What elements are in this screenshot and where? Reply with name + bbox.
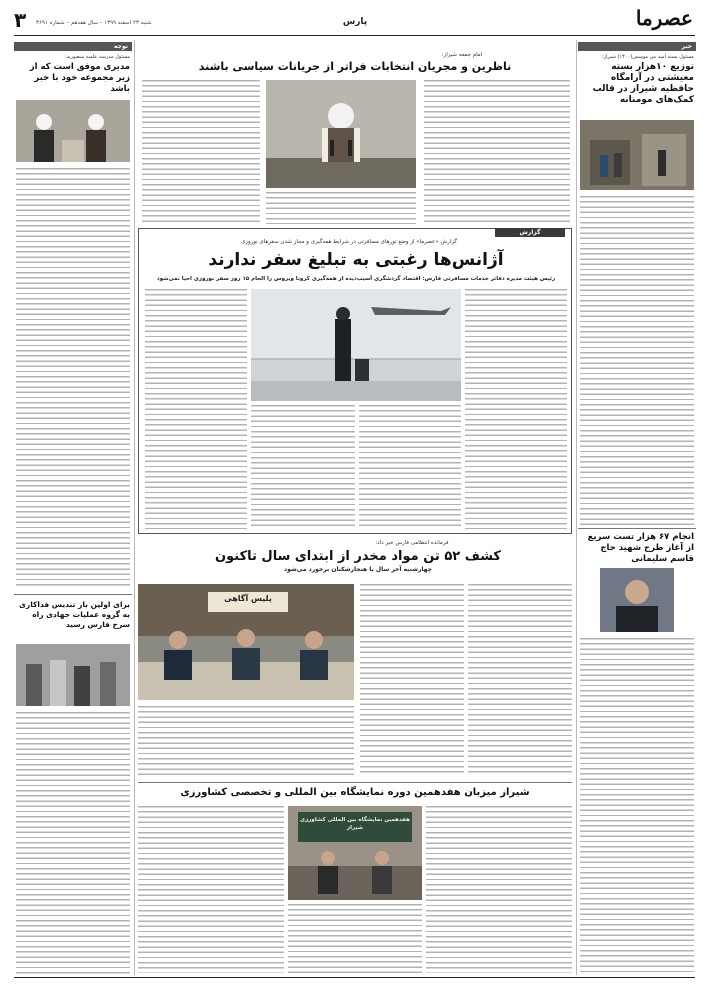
story-body-below-photo xyxy=(288,904,422,973)
section-tag-news: خبر xyxy=(578,42,696,51)
story-body-below-photo xyxy=(138,706,354,776)
section-title: پارس xyxy=(342,17,368,27)
story-kicker: مسئول بسته امید من موسس(۱۴۰۰) شیراز: xyxy=(602,54,694,60)
bottom-rule xyxy=(14,977,695,978)
story-body-text xyxy=(580,196,694,526)
top-story xyxy=(138,46,572,226)
airport-traveler-photo xyxy=(251,289,461,401)
story-headline-award: برای اولین بار تندیس فداکاری به گروه عملیات جهادی راه سرخ فارس رسید xyxy=(19,600,130,629)
masthead xyxy=(0,0,709,40)
story-body-left xyxy=(142,80,260,224)
airport-photo-illustration xyxy=(251,289,461,401)
story-body-text xyxy=(16,168,130,588)
police-sign-text: پلیس آگاهی xyxy=(224,594,272,603)
left-column xyxy=(14,40,132,975)
story-headline: مدیری موفق است که از زیر مجموعه خود با خبر باشد xyxy=(29,62,130,94)
story-body-text-award xyxy=(16,712,130,974)
friday-prayer-photo xyxy=(266,80,416,188)
story-headline: توزیع ۱۰هزار بسته معیشتی در آرامگاه حافظیه شیراز در قالب کمک‌های مومنانه xyxy=(592,62,694,105)
story-headline: ناظرین و مجریان انتخابات فراتر از جریانات سیاسی باشند xyxy=(198,60,512,73)
story-kicker: فرمانده انتظامی فارس خبر داد: xyxy=(375,540,449,546)
report-kicker: گزارش «عصرما» از وضع تورهای مسافرتی در شرایط همه‌گیری و مجاز شدن سفرهای نوروزی xyxy=(240,239,457,245)
clerics-photo xyxy=(16,100,130,162)
official-portrait xyxy=(600,568,674,632)
expo-opening-photo xyxy=(288,806,422,900)
report-body-mid xyxy=(251,405,355,529)
drug-seizure-story xyxy=(138,538,572,778)
report-body-mid2 xyxy=(359,405,461,529)
portrait-illustration xyxy=(600,568,674,632)
expo-banner-text: هفدهمین نمایشگاه بین المللی کشاورزی شیراز xyxy=(300,817,410,831)
report-box xyxy=(138,228,572,534)
right-column xyxy=(578,40,696,975)
clerics-photo-illustration xyxy=(16,100,130,162)
report-headline: آژانس‌ها رغبتی به تبلیغ سفر ندارند xyxy=(208,250,504,270)
story-body-left xyxy=(138,806,284,973)
story-rule xyxy=(138,782,572,783)
prayer-photo-illustration xyxy=(266,80,416,188)
page-number: ۳ xyxy=(14,8,27,32)
story-deck: چهارشنبه آخر سال با هنجارشکنان برخورد می‌شود xyxy=(284,566,432,573)
column-rule xyxy=(578,528,696,529)
story-kicker: امام جمعه شیراز: xyxy=(441,52,483,58)
tomb-photo-illustration xyxy=(580,120,694,190)
story-headline: کشف ۵۲ تن مواد مخدر از ابتدای سال تاکنون xyxy=(215,549,501,564)
column-divider xyxy=(134,40,135,975)
award-photo-illustration xyxy=(16,644,130,706)
story-body-right xyxy=(468,584,572,776)
police-press-photo xyxy=(138,584,354,700)
story-body-mid xyxy=(360,584,464,776)
story-kicker: مسئول مدرسه علمیه منصوریه: xyxy=(64,54,130,60)
report-body-left xyxy=(145,289,247,529)
masthead-rule xyxy=(14,35,695,36)
issue-line: شنبه ۲۳ اسفند ۱۳۹۹ – سال هفدهم – شماره ۳۶۹۱ xyxy=(36,20,152,26)
column-rule xyxy=(14,594,132,595)
story-body-right xyxy=(426,806,572,973)
report-body-right xyxy=(465,289,567,529)
story-body-below-photo xyxy=(266,192,416,224)
story-body-text-tests xyxy=(580,638,694,973)
report-tag: گزارش xyxy=(495,228,565,237)
report-lead: رئیس هیئت مدیره دفاتر خدمات مسافرتی فارس: اقتصاد گردشگری آسیب‌دیده از همه‌گیری کرونا ویروس را الجام ۱۵ روز سفر نوروزی احیا نمی‌شود xyxy=(156,276,556,282)
section-tag-note: نوجه xyxy=(14,42,132,51)
column-divider xyxy=(576,40,577,975)
newspaper-logo: عصرما xyxy=(635,6,693,30)
award-photo xyxy=(16,644,130,706)
story-headline: شیراز میزبان هفدهمین دوره نمایشگاه بین المللی و تخصصی کشاورزی xyxy=(180,787,530,798)
story-body-right xyxy=(424,80,570,224)
story-headline-tests: انجام ۶۷ هزار تست سریع از آغاز طرح شهید حاج قاسم سلیمانی xyxy=(587,532,694,564)
tomb-photo xyxy=(580,120,694,190)
agri-expo-story xyxy=(138,782,572,975)
